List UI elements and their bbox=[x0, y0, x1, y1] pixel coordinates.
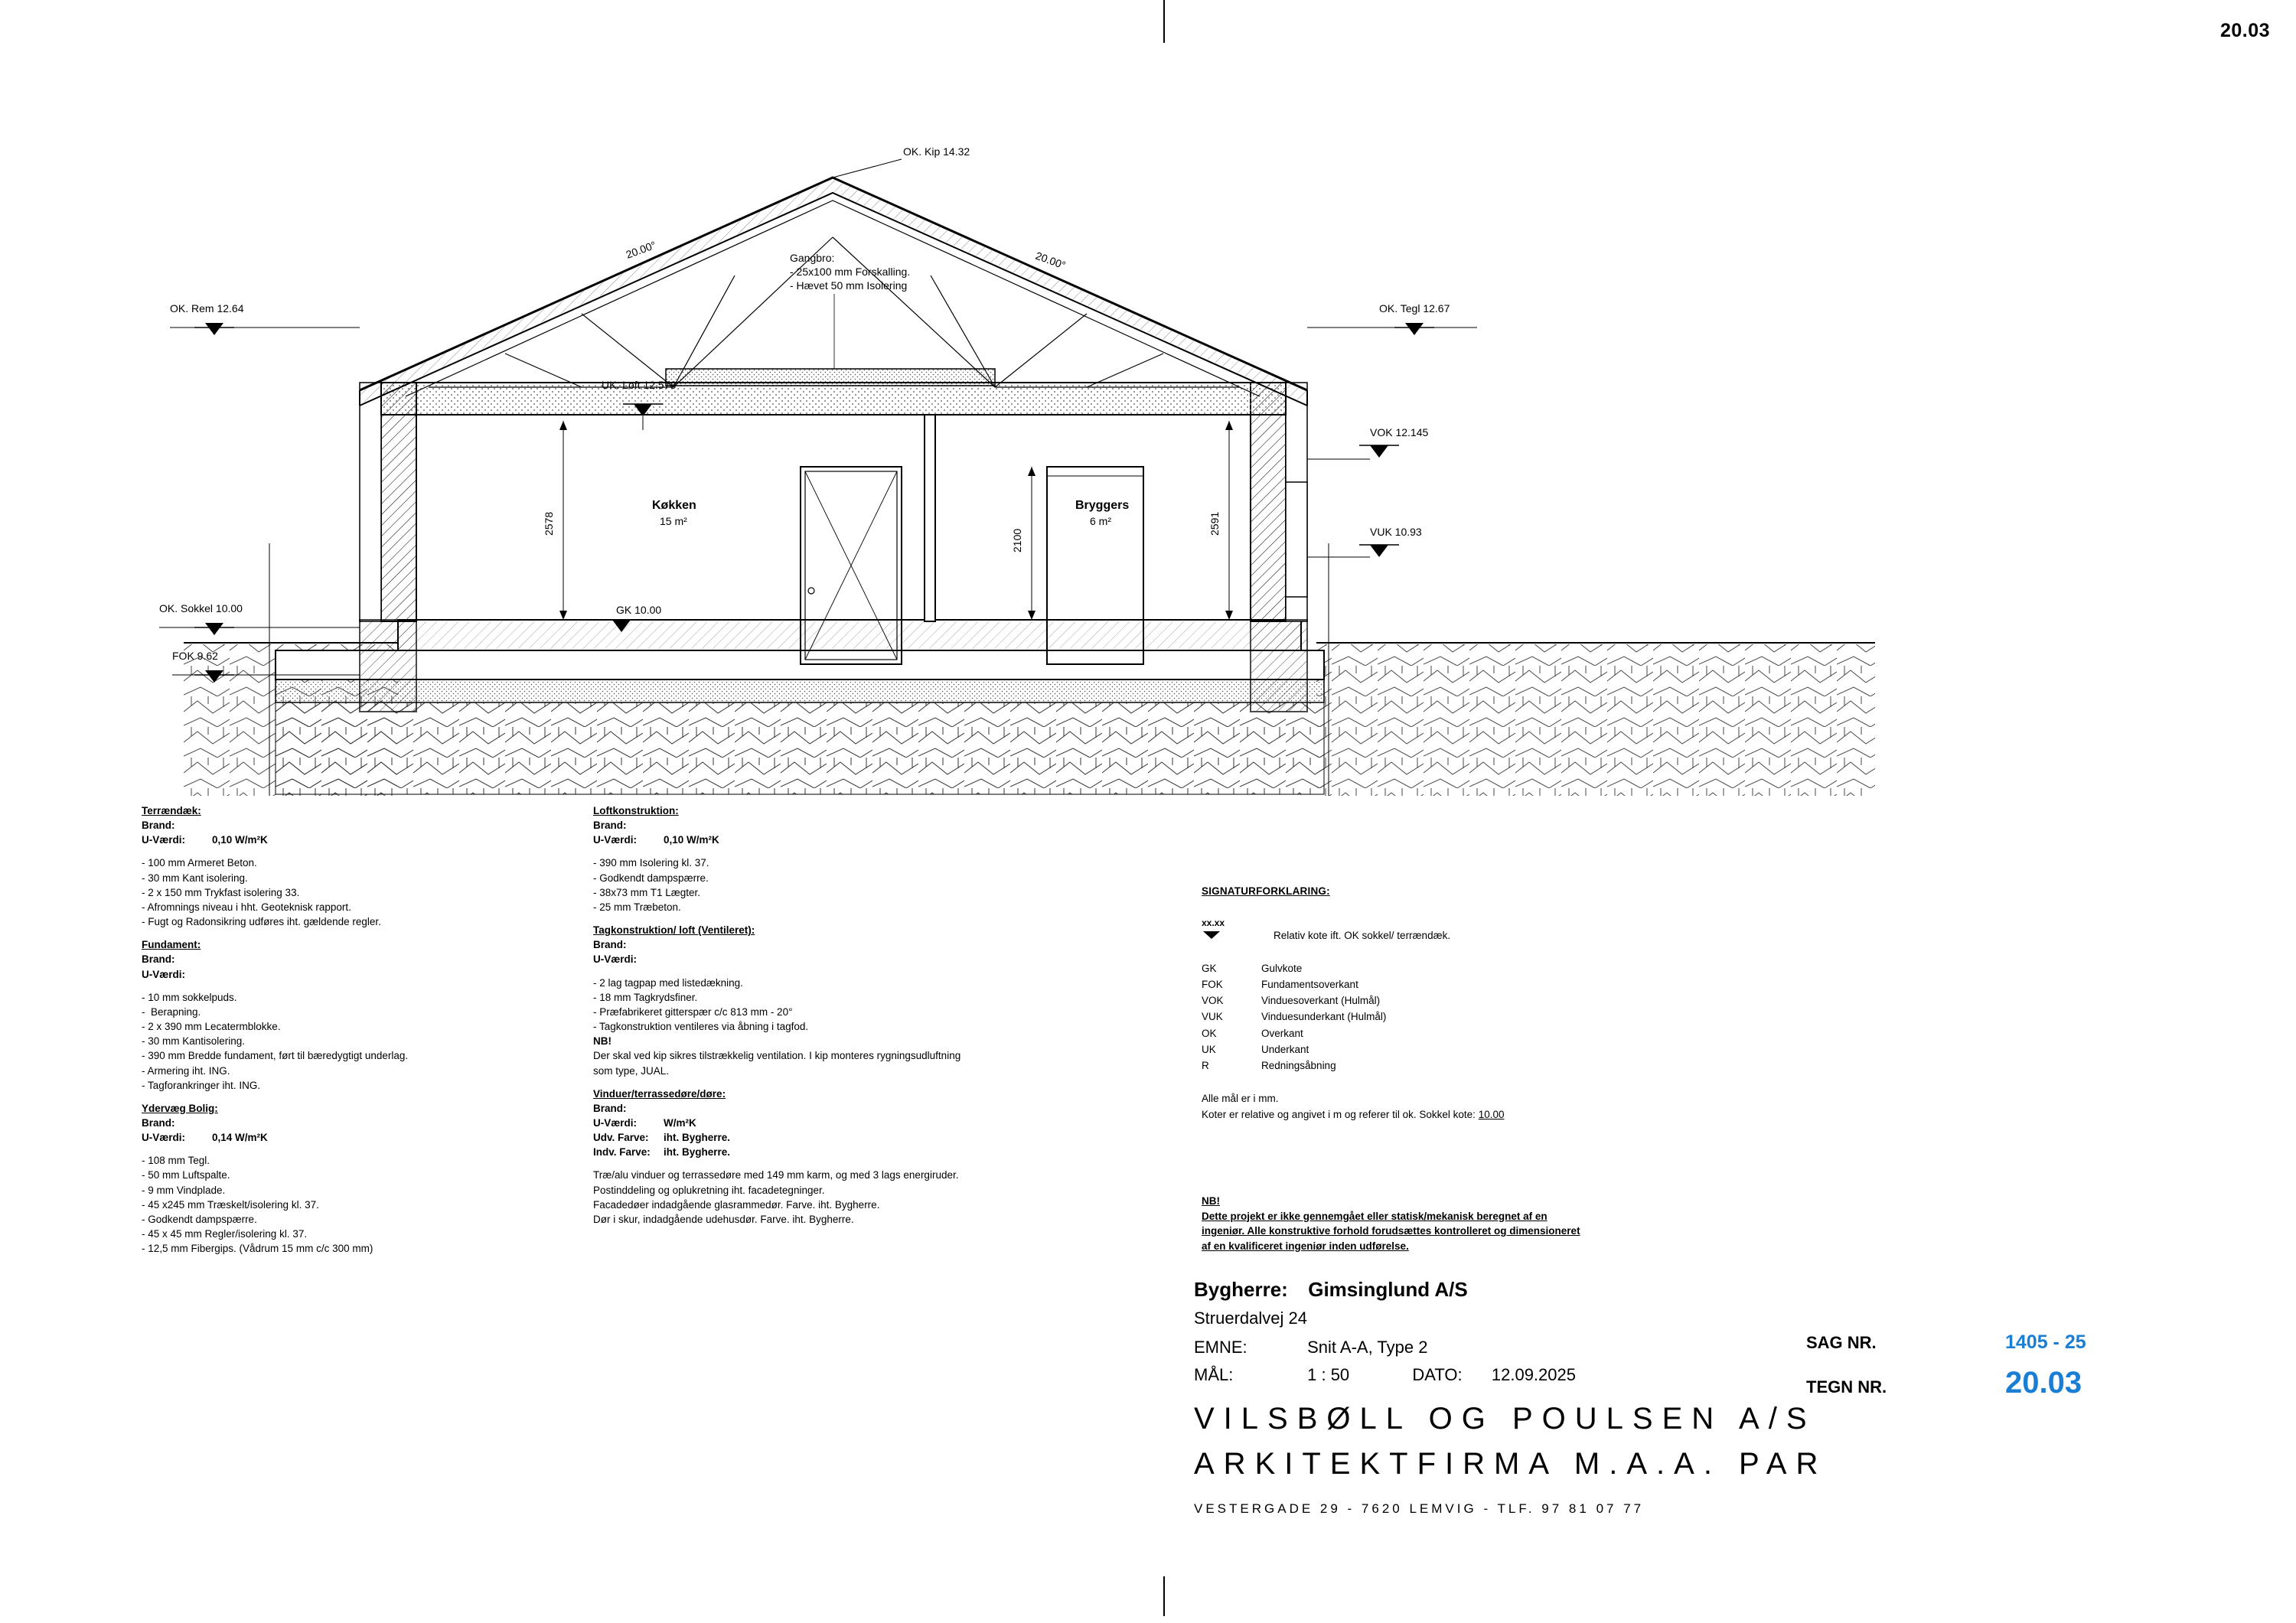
notes-line: Dør i skur, indadgående udehusdør. Farve. iht. Bygherre. bbox=[593, 1213, 854, 1225]
notes-spacer bbox=[142, 929, 631, 937]
notes-area bbox=[0, 803, 2296, 1278]
notes-heading: Tagkonstruktion/ loft (Ventileret): bbox=[593, 924, 755, 937]
nb-line-2: ingeniør. Alle konstruktive forhold forudsættes kontrolleret og dimensioneret bbox=[1202, 1225, 1580, 1237]
notes-spacer bbox=[142, 982, 631, 990]
dim-mid: 2100 bbox=[1011, 528, 1023, 552]
notes-spacer bbox=[593, 1078, 1114, 1087]
notes-line: - 2 x 390 mm Lecatermblokke. bbox=[142, 1021, 281, 1033]
sag-nr-value: 1405 - 25 bbox=[2005, 1331, 2086, 1353]
notes-bold-line: Brand: bbox=[593, 939, 627, 951]
kote-arrow-icon bbox=[1202, 930, 1221, 940]
notes-line: - 100 mm Armeret Beton. bbox=[142, 857, 257, 869]
dim-right: 2591 bbox=[1208, 511, 1221, 536]
signature-foot-1: Alle mål er i mm. bbox=[1202, 1093, 1279, 1105]
notes-line: Der skal ved kip sikres tilstrækkelig ventilation. I kip monteres rygningsudluftning bbox=[593, 1050, 961, 1062]
notes-value: iht. Bygherre. bbox=[664, 1146, 731, 1159]
label-gangbro-title: Gangbro: bbox=[790, 252, 835, 264]
maal-label: MÅL: bbox=[1194, 1365, 1234, 1384]
address: Struerdalvej 24 bbox=[1194, 1309, 1307, 1328]
notes-key-value bbox=[593, 1130, 1114, 1145]
abbreviation-row bbox=[1202, 1058, 1386, 1074]
notes-heading: Fundament: bbox=[142, 939, 201, 951]
notes-spacer bbox=[593, 914, 1114, 923]
notes-key-value bbox=[142, 1130, 631, 1145]
section-drawing bbox=[0, 84, 2296, 796]
abbreviation-table bbox=[1202, 961, 1386, 1075]
crop-mark-bottom bbox=[1163, 1576, 1165, 1616]
bygherre-label: Bygherre: bbox=[1194, 1278, 1288, 1301]
signature-explanation bbox=[1202, 884, 1504, 1123]
notes-line: - 2 lag tagpap med listedækning. bbox=[593, 976, 743, 989]
notes-heading: Terrændæk: bbox=[142, 805, 201, 816]
sheet-numbers-block bbox=[1806, 1331, 2296, 1398]
sokkel-kote-value: 10.00 bbox=[1478, 1108, 1505, 1120]
abbreviation-key: UK bbox=[1202, 1043, 1216, 1055]
notes-spacer bbox=[593, 847, 1114, 855]
notes-line: Træ/alu vinduer og terrassedøre med 149 mm karm, og med 3 lags energiruder. bbox=[593, 1169, 959, 1181]
notes-key-value bbox=[593, 1145, 1114, 1159]
notes-bold-line: Brand: bbox=[593, 1102, 627, 1114]
notes-bold-line: U-Værdi: bbox=[142, 968, 185, 980]
room-kokken-area: 15 m² bbox=[660, 515, 687, 527]
notes-key-value bbox=[593, 1116, 1114, 1130]
notes-line: - Fugt og Radonsikring udføres iht. gældende regler. bbox=[142, 916, 381, 928]
notes-value: iht. Bygherre. bbox=[664, 1132, 731, 1144]
label-fok: FOK 9.62 bbox=[172, 650, 218, 662]
notes-line: - 9 mm Vindplade. bbox=[142, 1184, 226, 1196]
tegn-nr-label: TEGN NR. bbox=[1806, 1377, 1887, 1396]
room-kokken-name: Køkken bbox=[652, 499, 696, 512]
nb-title: NB! bbox=[1202, 1195, 1220, 1207]
dato-value: 12.09.2025 bbox=[1491, 1365, 1576, 1384]
notes-key: U-Værdi: bbox=[142, 834, 185, 846]
label-gangbro-2: - Hævet 50 mm Isolering bbox=[790, 279, 908, 292]
nb-line-1: Dette projekt er ikke gennemgået eller statisk/mekanisk beregnet af en bbox=[1202, 1210, 1548, 1222]
notes-line: - 10 mm sokkelpuds. bbox=[142, 991, 237, 1003]
label-slope-left: 20.00° bbox=[624, 238, 658, 261]
notes-bold-line: Brand: bbox=[593, 820, 627, 832]
notes-column-loft bbox=[593, 803, 1114, 1227]
abbreviation-row bbox=[1202, 1009, 1386, 1025]
notes-key: U-Værdi: bbox=[142, 1132, 185, 1144]
abbreviation-key: OK bbox=[1202, 1027, 1217, 1039]
abbreviation-desc: Underkant bbox=[1261, 1043, 1309, 1055]
label-ok-tegl: OK. Tegl 12.67 bbox=[1379, 302, 1450, 314]
abbreviation-row bbox=[1202, 1042, 1386, 1058]
notes-line: - 390 mm Isolering kl. 37. bbox=[593, 857, 709, 869]
notes-line: - 18 mm Tagkrydsfiner. bbox=[593, 991, 698, 1003]
notes-bold-line: Brand: bbox=[142, 1116, 175, 1129]
notes-line: - Godkendt dampspærre. bbox=[142, 1213, 257, 1225]
label-vok: VOK 12.145 bbox=[1370, 426, 1429, 438]
notes-line: - 45 x 45 mm Regler/isolering kl. 37. bbox=[142, 1228, 308, 1240]
notes-value: 0,10 W/m²K bbox=[212, 834, 268, 846]
notes-spacer bbox=[142, 1145, 631, 1153]
notes-column-terraendaek bbox=[142, 803, 631, 1256]
bygherre-value: Gimsinglund A/S bbox=[1308, 1278, 1468, 1301]
label-uk-loft: UK. Loft 12.578 bbox=[602, 379, 677, 391]
abbreviation-desc: Vinduesunderkant (Hulmål) bbox=[1261, 1011, 1387, 1023]
abbreviation-desc: Vinduesoverkant (Hulmål) bbox=[1261, 995, 1381, 1006]
notes-bold-line: Brand: bbox=[142, 820, 175, 832]
dim-left: 2578 bbox=[543, 511, 555, 536]
abbreviation-key: FOK bbox=[1202, 978, 1223, 990]
abbreviation-desc: Redningsåbning bbox=[1261, 1060, 1336, 1071]
section-aa-svg bbox=[0, 84, 2296, 796]
tegn-nr-value: 20.03 bbox=[2005, 1366, 2082, 1400]
label-gangbro-1: - 25x100 mm Forskalling. bbox=[790, 266, 911, 278]
notes-key: Udv. Farve: bbox=[593, 1132, 649, 1144]
maal-value: 1 : 50 bbox=[1307, 1365, 1350, 1384]
notes-line: - Afromnings niveau i hht. Geoteknisk rapport. bbox=[142, 901, 351, 913]
abbreviation-row bbox=[1202, 1026, 1386, 1042]
abbreviation-row bbox=[1202, 993, 1386, 1009]
notes-line: - 12,5 mm Fibergips. (Vådrum 15 mm c/c 300 mm) bbox=[142, 1243, 373, 1255]
notes-line: - 50 mm Luftspalte. bbox=[142, 1169, 230, 1181]
room-bryggers-area: 6 m² bbox=[1090, 515, 1111, 527]
abbreviation-row bbox=[1202, 961, 1386, 977]
notes-line: Postinddeling og oplukretning iht. facadetegninger. bbox=[593, 1184, 825, 1196]
notes-line: - 108 mm Tegl. bbox=[142, 1155, 210, 1167]
abbreviation-key: GK bbox=[1202, 962, 1217, 974]
label-vuk: VUK 10.93 bbox=[1370, 526, 1422, 538]
notes-line: Facadedøer indadgående glasrammedør. Farve. iht. Bygherre. bbox=[593, 1198, 880, 1211]
room-bryggers-name: Bryggers bbox=[1075, 499, 1130, 512]
abbreviation-desc: Fundamentsoverkant bbox=[1261, 978, 1358, 990]
notes-line: - 45 x245 mm Træskelt/isolering kl. 37. bbox=[142, 1198, 319, 1211]
crop-mark-top bbox=[1163, 0, 1165, 43]
notes-line: - Berapning. bbox=[142, 1005, 201, 1018]
label-ok-kip: OK. Kip 14.32 bbox=[903, 145, 970, 158]
notes-line: - Godkendt dampspærre. bbox=[593, 872, 709, 884]
label-ok-sokkel: OK. Sokkel 10.00 bbox=[159, 602, 243, 614]
sheet-number-top: 20.03 bbox=[2219, 20, 2270, 41]
abbreviation-key: R bbox=[1202, 1060, 1209, 1071]
abbreviation-desc: Overkant bbox=[1261, 1027, 1303, 1039]
notes-heading: Vinduer/terrassedøre/døre: bbox=[593, 1087, 726, 1100]
notes-bold-line: U-Værdi: bbox=[593, 953, 637, 966]
notes-spacer bbox=[593, 967, 1114, 976]
notes-key: U-Værdi: bbox=[593, 1116, 637, 1129]
notes-line: - Armering iht. ING. bbox=[142, 1064, 230, 1077]
notes-bold-line: NB! bbox=[593, 1035, 612, 1048]
sag-nr-label: SAG NR. bbox=[1806, 1333, 1877, 1352]
nb-line-3: af en kvalificeret ingeniør inden udførelse. bbox=[1202, 1240, 1409, 1252]
kote-symbol: xx.xx bbox=[1202, 917, 1225, 929]
notes-line: som type, JUAL. bbox=[593, 1064, 670, 1077]
notes-line: - 2 x 150 mm Trykfast isolering 33. bbox=[142, 886, 300, 898]
signature-title: SIGNATURFORKLARING: bbox=[1202, 885, 1330, 897]
notes-spacer bbox=[142, 847, 631, 855]
emne-label: EMNE: bbox=[1194, 1338, 1247, 1357]
bygherre-row bbox=[1194, 1278, 2281, 1302]
notes-value: 0,10 W/m²K bbox=[664, 834, 719, 846]
label-ok-rem: OK. Rem 12.64 bbox=[170, 302, 244, 314]
notes-key: Indv. Farve: bbox=[593, 1146, 651, 1159]
signature-foot-2: Koter er relative og angivet i m og referer til ok. Sokkel kote: 10.00 bbox=[1202, 1108, 1505, 1120]
abbreviation-desc: Gulvkote bbox=[1261, 962, 1303, 974]
abbreviation-key: VUK bbox=[1202, 1011, 1223, 1023]
notes-line: - Præfabrikeret gitterspær c/c 813 mm - 20° bbox=[593, 1005, 793, 1018]
firm-address-line: VESTERGADE 29 - 7620 LEMVIG - TLF. 97 81 07 77 bbox=[1194, 1501, 1645, 1516]
notes-heading: Loftkonstruktion: bbox=[593, 805, 679, 816]
notes-value: 0,14 W/m²K bbox=[212, 1132, 268, 1144]
notes-key-value bbox=[142, 833, 631, 847]
notes-line: - Tagkonstruktion ventileres via åbning i tagfod. bbox=[593, 1021, 809, 1033]
abbreviation-row bbox=[1202, 977, 1386, 993]
notes-line: - Tagforankringer iht. ING. bbox=[142, 1079, 261, 1091]
notes-spacer bbox=[142, 1093, 631, 1101]
notes-line: - 30 mm Kantisolering. bbox=[142, 1035, 246, 1048]
notes-line: - 38x73 mm T1 Lægter. bbox=[593, 886, 701, 898]
notes-key-value bbox=[593, 833, 1114, 847]
dato-label: DATO: bbox=[1412, 1365, 1463, 1384]
label-gk: GK 10.00 bbox=[616, 604, 662, 616]
kote-description: Relativ kote ift. OK sokkel/ terrændæk. bbox=[1274, 930, 1451, 942]
firm-name-line-2: ARKITEKTFIRMA M.A.A. PAR bbox=[1194, 1447, 1828, 1481]
notes-heading: Ydervæg Bolig: bbox=[142, 1102, 218, 1114]
notes-line: - 30 mm Kant isolering. bbox=[142, 872, 248, 884]
firm-name-line-1: VILSBØLL OG POULSEN A/S bbox=[1194, 1402, 1816, 1436]
notes-key: U-Værdi: bbox=[593, 834, 637, 846]
notes-value: W/m²K bbox=[664, 1116, 696, 1129]
label-slope-right: 20.00° bbox=[1033, 249, 1068, 272]
notes-line: - 390 mm Bredde fundament, ført til bæredygtigt underlag. bbox=[142, 1050, 409, 1062]
notes-bold-line: Brand: bbox=[142, 953, 175, 966]
notes-spacer bbox=[593, 1159, 1114, 1168]
nb-note bbox=[1202, 1194, 1580, 1253]
abbreviation-key: VOK bbox=[1202, 995, 1224, 1006]
notes-line: - 25 mm Træbeton. bbox=[593, 901, 681, 913]
emne-value: Snit A-A, Type 2 bbox=[1307, 1338, 1428, 1357]
